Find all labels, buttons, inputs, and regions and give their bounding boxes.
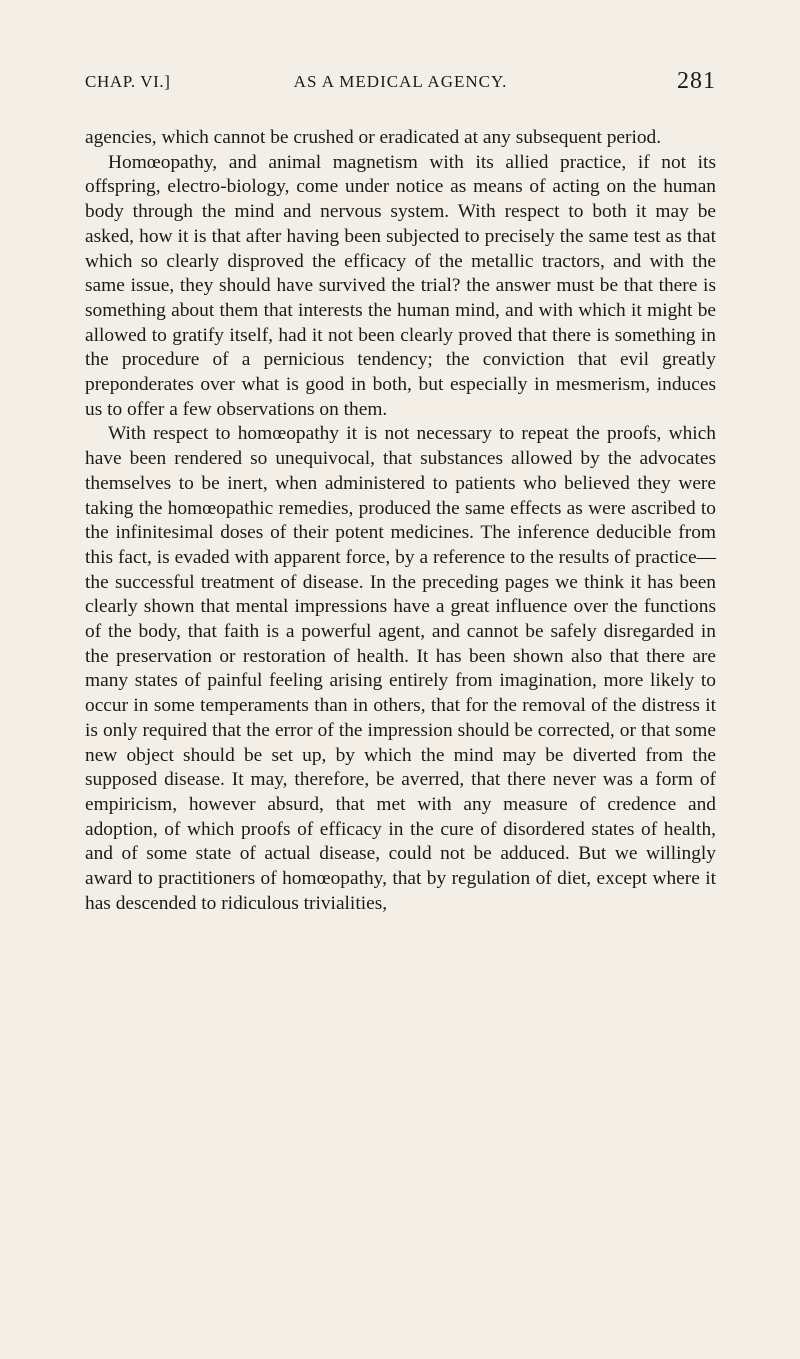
page-number: 281: [677, 68, 716, 94]
paragraph-homoeopathy-mesmerism: Homœopathy, and animal magnetism with its allied practice, if not its offspring, electro-biology, come under notice as means of acting on the human body through the mind and nervous system. With respect to both it may be asked, how it is that after having been subjected to precisely the same test as that which so clearly disproved the efficacy of the metallic tractors, and with the same issue, they should have survived the trial? the answer must be that there is something about them that interests the human mind, and with which it might be allowed to gratify itself, had it not been clearly proved that there is something in the procedure of a pernicious tendency; the conviction that evil greatly preponderates over what is good in both, but especially in mesmerism, induces us to offer a few observations on them.: [85, 151, 716, 420]
body-text: [85, 126, 716, 917]
paragraph-continued: agencies, which cannot be crushed or eradicated at any subsequent period.: [85, 127, 662, 148]
chapter-label: CHAP. VI.]: [85, 72, 171, 91]
running-head: [85, 68, 716, 106]
running-title: AS A MEDICAL AGENCY.: [293, 72, 508, 91]
paragraph-homoeopathy-proofs: With respect to homœopathy it is not necessary to repeat the proofs, which have been rendered so unequivocal, that substances allowed by the advocates themselves to be inert, when administered to patients who believed they were taking the homœopathic remedies, produced the same effects as were ascribed to the infinitesimal doses of their potent medicines. The inference deducible from this fact, is evaded with apparent force, by a reference to the results of practice— the successful treatment of disease. In the preceding pages we think it has been clearly shown that mental impressions have a great influence over the functions of the body, that faith is a powerful agent, and cannot be safely disregarded in the preservation or restoration of health. It has been shown also that there are many states of painful feeling arising entirely from imagination, more likely to occur in some temperaments than in others, that for the removal of the distress it is only required that the error of the impression should be corrected, or that some new object should be set up, by which the mind may be diverted from the supposed disease. It may, therefore, be averred, that there never was a form of empiricism, however absurd, that met with any measure of credence and adoption, of which proofs of efficacy in the cure of disordered states of health, and of some state of actual disease, could not be adduced. But we willingly award to practitioners of homœopathy, that by regulation of diet, except where it has descended to ridiculous trivialities,: [85, 423, 716, 914]
